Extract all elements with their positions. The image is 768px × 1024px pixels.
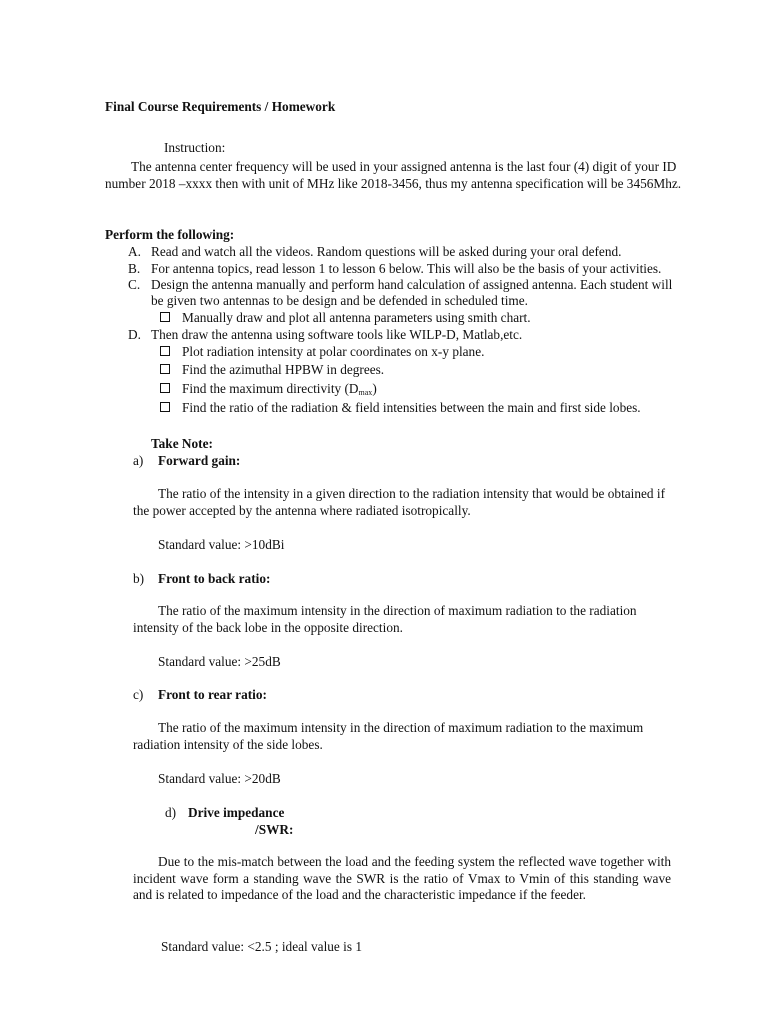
list-marker: C. bbox=[128, 277, 141, 292]
list-item: Read and watch all the videos. Random questions will be asked during your oral defend. bbox=[151, 244, 622, 259]
list-marker: B. bbox=[128, 261, 141, 276]
list-marker: A. bbox=[128, 244, 141, 259]
checkbox-square-icon bbox=[160, 312, 170, 322]
page-title: Final Course Requirements / Homework bbox=[105, 99, 336, 114]
note-description: Due to the mis-match between the load and the feeding system the reflected wave together with incident wave form a standing wave the SWR is the ratio of Vmax to Vmin of this standing wave and is related to impedance of the load and the characteristic impedance if the feeder. bbox=[133, 854, 671, 903]
standard-value: Standard value: <2.5 ; ideal value is 1 bbox=[161, 939, 362, 954]
standard-value: Standard value: >20dB bbox=[158, 771, 281, 786]
checkbox-square-icon bbox=[160, 364, 170, 374]
perform-heading: Perform the following: bbox=[105, 227, 235, 242]
list-item: Then draw the antenna using software tools like WILP-D, Matlab,etc. bbox=[151, 327, 523, 342]
list-item-continuation: be given two antennas to be design and be defended in scheduled time. bbox=[151, 293, 529, 308]
note-title: Forward gain: bbox=[158, 453, 241, 468]
note-title: Front to rear ratio: bbox=[158, 687, 267, 702]
checkbox-item: Manually draw and plot all antenna parameters using smith chart. bbox=[160, 309, 531, 326]
checkbox-square-icon bbox=[160, 346, 170, 356]
checkbox-item: Find the ratio of the radiation & field intensities between the main and first side lobes. bbox=[160, 399, 641, 416]
note-title-continuation: /SWR: bbox=[255, 822, 294, 837]
note-description: The ratio of the maximum intensity in the direction of maximum radiation to the radiation intensity of the back lobe in the opposite direction. bbox=[133, 603, 637, 635]
checkbox-square-icon bbox=[160, 383, 170, 393]
list-item: For antenna topics, read lesson 1 to lesson 6 below. This will also be the basis of your activities. bbox=[151, 261, 662, 276]
checkbox-square-icon bbox=[160, 402, 170, 412]
note-title: Drive impedance bbox=[188, 805, 285, 820]
standard-value: Standard value: >10dBi bbox=[158, 537, 285, 552]
standard-value: Standard value: >25dB bbox=[158, 654, 281, 669]
note-marker: a) bbox=[133, 453, 144, 468]
take-note-heading: Take Note: bbox=[151, 436, 213, 451]
note-marker: d) bbox=[165, 805, 177, 820]
note-marker: c) bbox=[133, 687, 144, 702]
note-marker: b) bbox=[133, 571, 145, 586]
note-description: The ratio of the intensity in a given direction to the radiation intensity that would be obtained if the power accepted by the antenna where radiated isotropically. bbox=[133, 486, 666, 518]
note-description: The ratio of the maximum intensity in the direction of maximum radiation to the maximum radiation intensity of the side lobes. bbox=[133, 720, 644, 752]
checkbox-item: Find the maximum directivity $(D_{max})$ bbox=[160, 380, 377, 401]
checkbox-item: Find the azimuthal HPBW in degrees. bbox=[160, 361, 384, 378]
instruction-label: Instruction: bbox=[164, 140, 226, 155]
list-item: Design the antenna manually and perform hand calculation of assigned antenna. Each student will bbox=[151, 277, 673, 292]
note-title: Front to back ratio: bbox=[158, 571, 271, 586]
list-marker: D. bbox=[128, 327, 141, 342]
checkbox-item: Plot radiation intensity at polar coordinates on x-y plane. bbox=[160, 343, 484, 360]
instruction-paragraph: The antenna center frequency will be used in your assigned antenna is the last four (4) digit of your ID number 2018 –xxxx then with unit of MHz like 2018-3456, thus my antenna specification will be 3456Mhz. bbox=[105, 159, 682, 191]
